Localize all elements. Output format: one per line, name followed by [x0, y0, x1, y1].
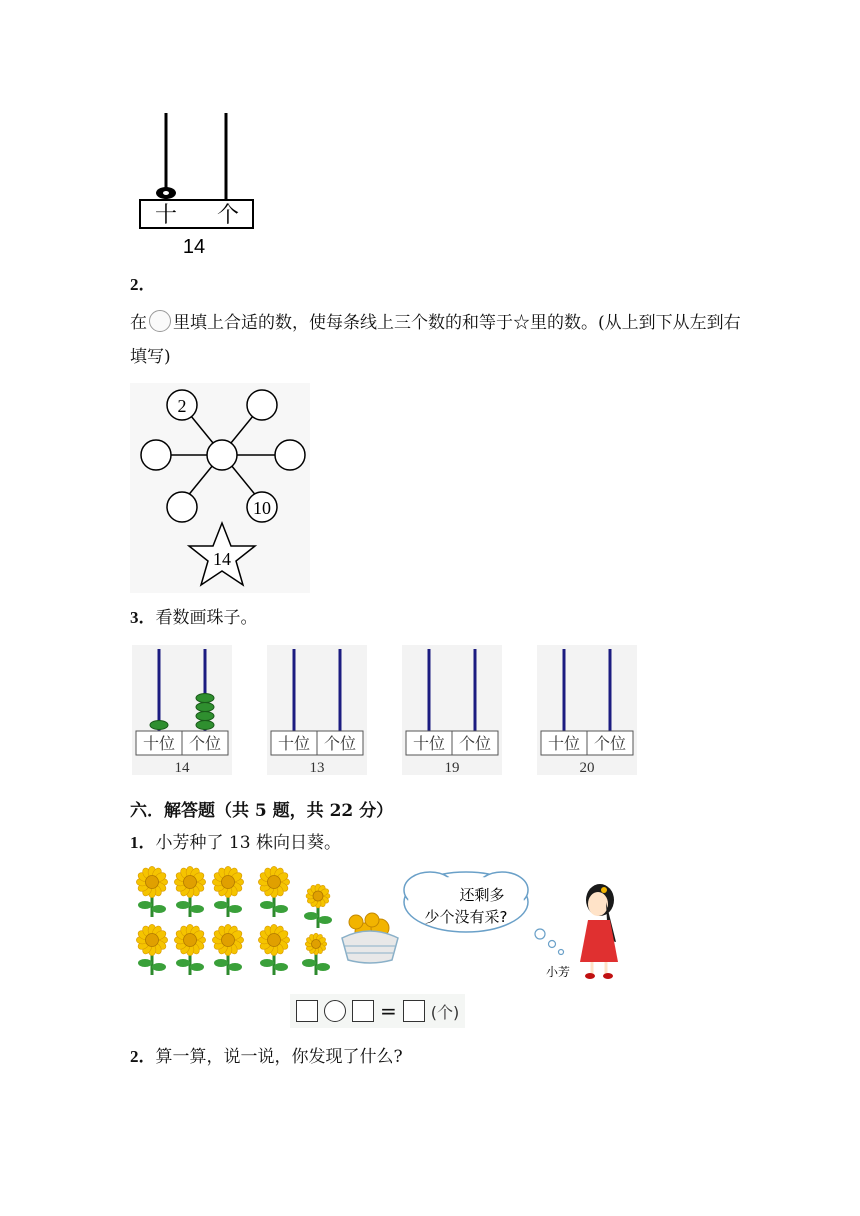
ones-label: 个位 — [188, 736, 222, 753]
abacus-13 — [267, 645, 367, 776]
girl-figure — [546, 884, 618, 979]
question-2-number: 2． — [130, 275, 156, 294]
bead — [196, 721, 214, 730]
tens-label: 十位 — [547, 736, 581, 753]
section-6-question-1 — [130, 826, 341, 860]
s6-question-2-text: 算一算，说一说，你发现了什么? — [155, 1047, 403, 1067]
blank-box[interactable] — [403, 1000, 425, 1022]
sunflower-icon — [136, 924, 167, 975]
sunflower-icon — [304, 884, 332, 928]
bead — [196, 694, 214, 703]
basket-icon — [342, 913, 398, 963]
abacus-tens-ones — [130, 105, 270, 260]
abacus-14 — [132, 645, 232, 776]
bead-abacus-row — [130, 645, 650, 780]
sunflower-illustration — [130, 862, 650, 987]
tens-label: 十位 — [142, 736, 176, 753]
bubble-text-line2: 少个没有采? — [424, 908, 508, 926]
sunflower-icon — [212, 866, 243, 917]
tens-label: 十 — [154, 202, 178, 227]
s6-question-1-number: 1． — [130, 833, 156, 852]
star-value: 14 — [213, 549, 231, 569]
sunflower-icon — [174, 924, 205, 975]
bead — [150, 721, 168, 730]
circle-center — [207, 440, 237, 470]
sunflower-icon — [258, 866, 289, 917]
abacus-19 — [402, 645, 502, 776]
s6-question-1-text: 小芳种了 13 株向日葵。 — [155, 833, 341, 853]
equals-sign: = — [380, 999, 397, 1023]
section-6-question-2 — [130, 1040, 403, 1074]
abacus-number: 14 — [182, 236, 206, 258]
blank-box[interactable] — [352, 1000, 374, 1022]
ones-label: 个 — [216, 202, 240, 227]
abacus-number: 20 — [579, 760, 595, 776]
question-2-text — [130, 306, 750, 374]
question-3-number: 3． — [130, 608, 156, 627]
girl-label: 小芳 — [545, 965, 571, 979]
sunflower-icon — [212, 924, 243, 975]
equation-row — [290, 994, 465, 1028]
circle-left — [141, 440, 171, 470]
q2-text-after: 里填上合适的数，使每条线上三个数的和等于☆里的数。(从上到下从左到右填写) — [130, 313, 741, 367]
blank-box[interactable] — [296, 1000, 318, 1022]
circle-top-left-value: 2 — [177, 396, 187, 416]
abacus-number: 19 — [444, 760, 460, 776]
sunflower-icon — [302, 933, 330, 975]
circle-right — [275, 440, 305, 470]
s6-question-2-number: 2． — [130, 1047, 156, 1066]
blank-circle[interactable] — [324, 1000, 346, 1022]
sunflower-icon — [136, 866, 167, 917]
bead — [196, 712, 214, 721]
sunflower-icon — [258, 924, 289, 975]
ones-label: 个位 — [323, 736, 357, 753]
tens-label: 十位 — [412, 736, 446, 753]
sunflower-icon — [174, 866, 205, 917]
tens-label: 十位 — [277, 736, 311, 753]
abacus-20 — [537, 645, 637, 776]
ones-label: 个位 — [593, 736, 627, 753]
circle-bottom-left — [167, 492, 197, 522]
ones-label: 个位 — [458, 736, 492, 753]
circle-icon — [149, 310, 171, 332]
abacus-number: 14 — [174, 760, 190, 776]
circle-top-right — [247, 390, 277, 420]
abacus-number: 13 — [309, 760, 325, 776]
bead — [196, 703, 214, 712]
section-6-title: 六．解答题（共 5 题，共 22 分） — [130, 801, 394, 821]
star-sum-diagram — [130, 383, 310, 593]
bubble-text-line1: 还剩多 — [459, 886, 505, 904]
question-3 — [130, 601, 258, 635]
thought-bubble — [404, 872, 564, 955]
circle-bottom-right-value: 10 — [253, 498, 271, 518]
q2-text-before: 在 — [130, 313, 147, 333]
equation-unit: (个) — [430, 1002, 460, 1022]
question-3-text: 看数画珠子。 — [155, 608, 258, 628]
